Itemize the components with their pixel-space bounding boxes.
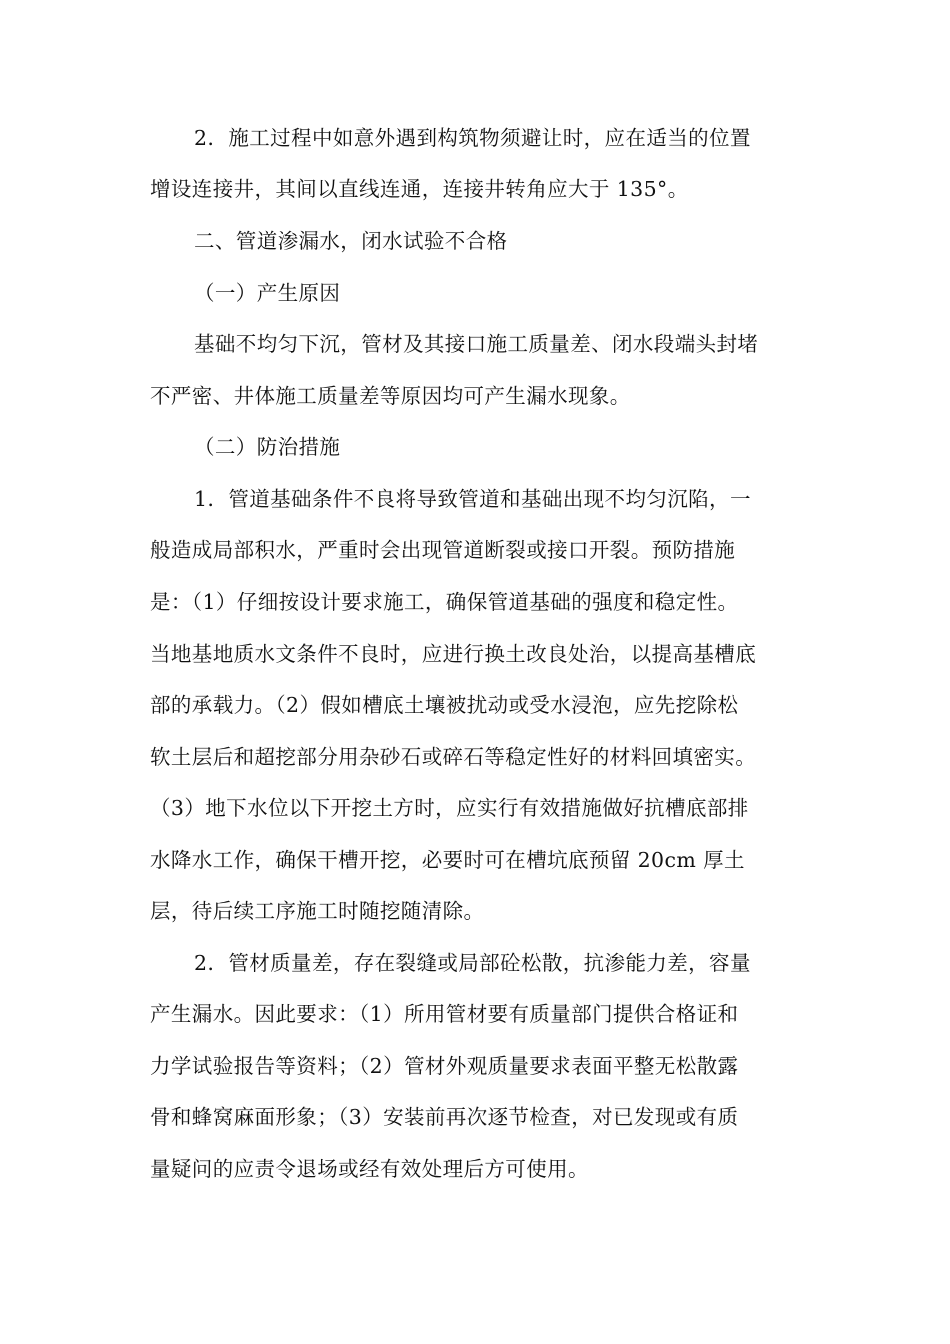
- text-line: 1．管道基础条件不良将导致管道和基础出现不均匀沉陷，一: [194, 487, 751, 511]
- text-line: 力学试验报告等资料；（2）管材外观质量要求表面平整无松散露: [150, 1054, 739, 1078]
- text-line: 水降水工作，确保干槽开挖，必要时可在槽坑底预留 20cm 厚土: [150, 848, 745, 872]
- text-line: 基础不均匀下沉，管材及其接口施工质量差、闭水段端头封堵: [194, 332, 759, 356]
- text-line: 增设连接井，其间以直线连通，连接井转角应大于 135°。: [150, 177, 689, 201]
- text-line: 2．施工过程中如意外遇到构筑物须避让时，应在适当的位置: [194, 126, 751, 150]
- text-line: （3）地下水位以下开挖土方时，应实行有效措施做好抗槽底部排: [150, 796, 749, 820]
- text-line: 般造成局部积水，严重时会出现管道断裂或接口开裂。预防措施: [150, 538, 736, 562]
- subsection-heading: （一）产生原因: [194, 281, 341, 305]
- text-line: 产生漏水。因此要求：（1）所用管材要有质量部门提供合格证和: [150, 1002, 739, 1026]
- text-line: 不严密、井体施工质量差等原因均可产生漏水现象。: [150, 384, 631, 408]
- text-line: 软土层后和超挖部分用杂砂石或碎石等稳定性好的材料回填密实。: [150, 745, 757, 769]
- text-line: 量疑问的应责令退场或经有效处理后方可使用。: [150, 1157, 589, 1181]
- text-line: 当地基地质水文条件不良时，应进行换土改良处治，以提高基槽底: [150, 642, 757, 666]
- text-line: 2．管材质量差，存在裂缝或局部砼松散，抗渗能力差，容量: [194, 951, 751, 975]
- text-line: 部的承载力。（2）假如槽底土壤被扰动或受水浸泡，应先挖除松: [150, 693, 739, 717]
- text-line: 是：（1）仔细按设计要求施工，确保管道基础的强度和稳定性。: [150, 590, 739, 614]
- text-line: 骨和蜂窝麻面形象；（3）安装前再次逐节检查，对已发现或有质: [150, 1105, 739, 1129]
- text-line: 层，待后续工序施工时随挖随清除。: [150, 899, 485, 923]
- subsection-heading: （二）防治措施: [194, 435, 341, 459]
- section-heading: 二、管道渗漏水，闭水试验不合格: [194, 229, 508, 253]
